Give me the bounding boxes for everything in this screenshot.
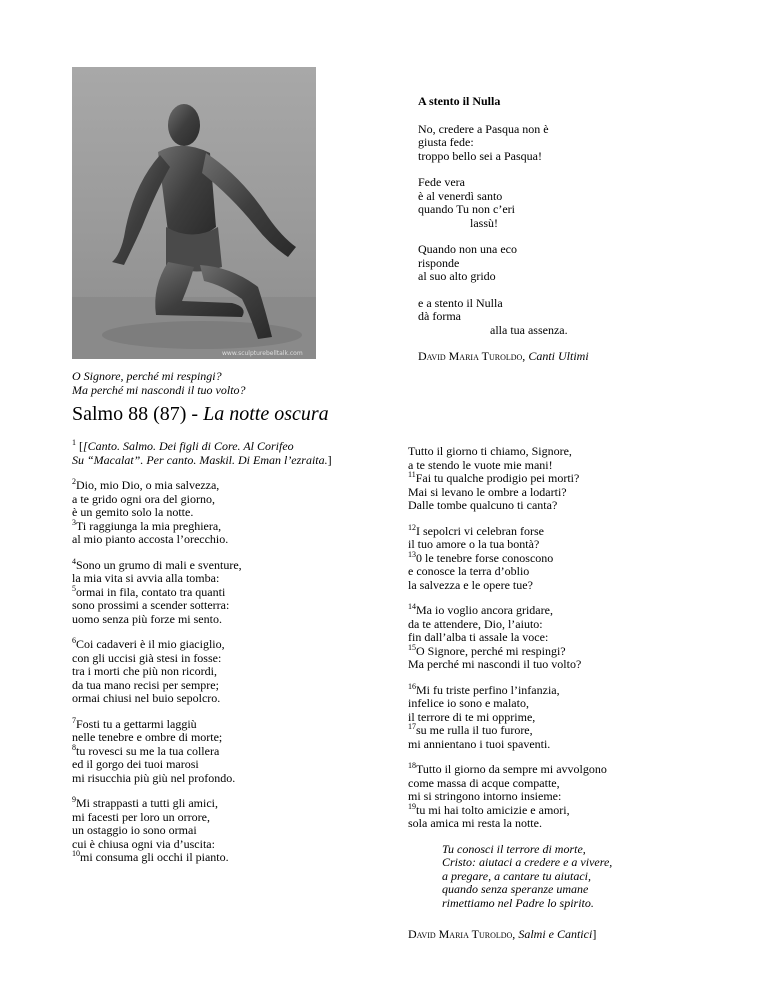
psalm-verse: [72, 638, 372, 706]
verse-text: cui è chiusa ogni via d’uscita:: [72, 836, 215, 851]
verse-line: [72, 652, 372, 666]
poem-credit: [418, 350, 589, 364]
intro-line: Su “Macalat”. Per canto. Maskil. Di Eman l’ezraita.: [72, 452, 328, 467]
verse-text: Mi strappasti a tutti gli amici,: [76, 796, 218, 810]
quote-line: Cristo: aiutaci a credere e a vivere,: [442, 855, 613, 869]
verse-text: Ma perché mi nascondi il tuo volto?: [408, 657, 582, 671]
verse-line: [408, 642, 708, 659]
verse-number: 19: [408, 801, 416, 811]
verse-line: [72, 517, 372, 534]
verse-text: ormai chiusi nel buio sepolcro.: [72, 691, 221, 705]
quote-line: quando senza speranze umane: [442, 882, 589, 896]
poem-line: al suo alto grido: [418, 269, 496, 283]
verse-line: [72, 638, 372, 652]
poem-title: A stento il Nulla: [418, 94, 501, 108]
verse-number: 16: [408, 681, 416, 691]
verse-number: 18: [408, 761, 416, 770]
verse-line: [72, 599, 372, 613]
quote-line: Tu conosci il terrore di morte,: [442, 841, 586, 856]
poem-stanza: [418, 243, 568, 284]
verse-text: mi facesti per loro un orrore,: [72, 809, 210, 824]
verse-line: [72, 731, 372, 745]
verse-line: [408, 459, 708, 473]
verse-line: [408, 681, 708, 698]
verse-line: [408, 565, 708, 579]
verse-line: [408, 522, 708, 539]
photo-caption: [72, 370, 246, 397]
verse-number: 2: [72, 477, 76, 486]
verse-line: [408, 697, 708, 711]
verse-line: [408, 817, 708, 831]
verse-text: il tuo amore o la tua bontà?: [408, 537, 540, 551]
sculpture-photo: [72, 67, 316, 359]
verse-text: e conosce la terra d’oblio: [408, 564, 530, 578]
verse-text: 0 le tenebre forse conoscono: [416, 550, 554, 565]
poem-line: e a stento il Nulla: [418, 295, 503, 310]
psalm-heading: [72, 403, 329, 425]
verse-line: [72, 811, 372, 825]
poem-stanza: [418, 123, 568, 164]
verse-text: un ostaggio io sono ormai: [72, 823, 197, 837]
verse-text: Ma io voglio ancora gridare,: [416, 603, 553, 617]
verse-number: 10: [72, 849, 80, 858]
verse-number: 5: [72, 583, 76, 593]
poem-stanza: [418, 176, 568, 230]
verse-line: [72, 479, 372, 493]
intro-line: [Canto. Salmo. Dei figli di Core. Al Corifeo: [83, 439, 294, 453]
verse-number: 3: [72, 517, 76, 527]
verse-text: tu mi hai tolto amicizie e amori,: [416, 802, 570, 817]
caption-line: Ma perché mi nascondi il tuo volto?: [72, 382, 246, 397]
verse-text: da tua mano recisi per sempre;: [72, 677, 219, 692]
verse-text: con gli uccisi già stesi in fosse:: [72, 650, 222, 665]
psalm-verse: [72, 715, 372, 786]
verse-text: nelle tenebre e ombre di morte;: [72, 730, 223, 744]
verse-text: Mi fu triste perfino l’infanzia,: [416, 682, 560, 697]
verse-text: sono prossimi a scender sotterra:: [72, 598, 230, 612]
verse-text: O Signore, perché mi respingi?: [416, 643, 566, 658]
verse-number: 6: [72, 636, 76, 645]
verse-text: la mia vita si avvia alla tomba:: [72, 571, 220, 585]
psalm-verse: [72, 797, 372, 865]
verse-line: [72, 772, 372, 786]
psalm-credit-bracket: ]: [592, 927, 597, 941]
verse-line: [72, 533, 372, 547]
verse-text: ed il gorgo dei tuoi marosi: [72, 757, 199, 771]
verse-number: 8: [72, 742, 76, 752]
verse-text: Tutto il giorno da sempre mi avvolgono: [416, 762, 607, 776]
verse-line: [72, 493, 372, 507]
verse-text: mi si stringono intorno insieme:: [408, 789, 562, 803]
quote-line: rimettiamo nel Padre lo spirito.: [442, 895, 594, 910]
psalm-heading-main: Salmo 88 (87) -: [72, 403, 204, 425]
verse-line: [408, 711, 708, 725]
verse-text: sola amica mi resta la notte.: [408, 816, 542, 830]
verse-number: 13: [408, 549, 416, 559]
verse-line: [72, 824, 372, 838]
poem-line: quando Tu non c’eri: [418, 202, 515, 216]
verse-line: [408, 445, 708, 459]
verse-text: il terrore di te mi opprime,: [408, 709, 536, 724]
poem-line: dà forma: [418, 309, 461, 323]
poem-line: Quando non una eco: [418, 242, 517, 256]
verse-text: è un gemito solo la notte.: [72, 505, 194, 519]
verse-number: 4: [72, 556, 76, 566]
verse-line: [72, 742, 372, 759]
verse-text: a te grido ogni ora del giorno,: [72, 491, 215, 506]
poem-line: troppo bello sei a Pasqua!: [418, 148, 542, 163]
psalm-right-column: [408, 445, 708, 942]
psalm-credit-source: Salmi e Cantici: [518, 927, 593, 941]
verse-line: [72, 679, 372, 693]
verse-number: 11: [408, 470, 416, 479]
psalm-verse: [408, 681, 708, 752]
verse-line: [72, 556, 372, 573]
verse-text: Ti raggiunga la mia preghiera,: [76, 518, 222, 533]
verse-line: [408, 618, 708, 632]
verse-text: Fosti tu a gettarmi laggiù: [76, 716, 197, 731]
verse-number: 7: [72, 715, 76, 725]
verse-line: [72, 838, 372, 852]
verse-text: tra i morti che più non ricordi,: [72, 664, 217, 678]
verse-line: [408, 763, 708, 777]
verse-text: uomo senza più forze mi sento.: [72, 611, 222, 626]
verse-text: ormai in fila, contato tra quanti: [76, 584, 226, 599]
verse-line: [408, 604, 708, 618]
verse-text: tu rovesci su me la tua collera: [76, 743, 220, 758]
verse-text: Fai tu qualche prodigio pei morti?: [415, 471, 580, 485]
poem-line: risponde: [418, 255, 460, 270]
poem-source: Canti Ultimi: [528, 349, 589, 363]
verse-line: [72, 692, 372, 706]
poem-line: Fede vera: [418, 175, 465, 189]
verse-text: I sepolcri vi celebran forse: [416, 523, 544, 538]
poem-line: No, credere a Pasqua non è: [418, 121, 549, 136]
verse-number: 1: [72, 438, 76, 447]
psalm-verse: [408, 763, 708, 831]
poem-line: alla tua assenza.: [490, 322, 568, 337]
verse-number: 9: [72, 795, 76, 804]
poem-a-stento-il-nulla: [418, 95, 568, 350]
verse-line: [408, 549, 708, 566]
verse-text: mi risucchia più giù nel profondo.: [72, 770, 236, 785]
psalm-heading-subtitle: La notte oscura: [203, 403, 329, 425]
verse-text: fin dall’alba ti assale la voce:: [408, 630, 549, 644]
verse-line: [72, 613, 372, 627]
verse-line: [72, 758, 372, 772]
verse-line: [72, 665, 372, 679]
psalm-verse: [408, 604, 708, 672]
psalm-credit-author: David Maria Turoldo,: [408, 927, 516, 941]
verse-text: da te attendere, Dio, l’aiuto:: [408, 616, 543, 631]
intro-end: ]: [327, 452, 332, 467]
psalm-credit: [408, 928, 708, 942]
caption-line: O Signore, perché mi respingi?: [72, 369, 222, 383]
verse-text: Sono un grumo di mali e sventure,: [76, 557, 242, 572]
verse-line: [408, 631, 708, 645]
verse-line: [72, 506, 372, 520]
verse-text: Dio, mio Dio, o mia salvezza,: [76, 478, 220, 492]
verse-line: [408, 738, 708, 752]
verse-text: come massa di acque compatte,: [408, 775, 560, 790]
psalm-left-column: [72, 440, 372, 877]
verse-line: [408, 538, 708, 552]
poem-stanza: [418, 297, 568, 338]
psalm-verse: [408, 445, 708, 513]
verse-text: Coi cadaveri è il mio giaciglio,: [76, 637, 225, 651]
psalm-verse: [72, 556, 372, 627]
verse-line: [408, 777, 708, 791]
verse-line: [408, 579, 708, 593]
verse-line: [408, 658, 708, 672]
psalm-intro: $^1$ [[Canto. Salmo. Dei figli di Core. Al Corifeo Su “Macalat”. Per canto. Maskil. Di Eman l’ezraita.]: [72, 438, 332, 467]
poem-line: lassù!: [470, 215, 498, 230]
photo-watermark: www.sculpturebelltalk.com: [222, 350, 303, 357]
verse-line: [72, 797, 372, 811]
verse-line: [72, 572, 372, 586]
verse-text: Mai si levano le ombre a lodarti?: [408, 484, 567, 499]
verse-line: [408, 486, 708, 500]
quote-line: a pregare, a cantare tu aiutaci,: [442, 868, 591, 883]
verse-text: la salvezza e le opere tue?: [408, 577, 533, 592]
verse-line: [408, 724, 708, 738]
verse-number: 15: [408, 642, 416, 652]
verse-line: [408, 472, 708, 486]
verse-line: [72, 851, 372, 865]
verse-line: [408, 801, 708, 818]
verse-number: 14: [408, 602, 416, 611]
verse-number: 17: [408, 722, 416, 731]
verse-text: mi consuma gli occhi il pianto.: [80, 850, 229, 864]
verse-text: infelice io sono e malato,: [408, 696, 529, 710]
poem-line: giusta fede:: [418, 135, 474, 149]
psalm-verse: [408, 522, 708, 593]
poem-line: è al venerdì santo: [418, 188, 503, 203]
verse-text: su me rulla il tuo furore,: [416, 723, 533, 737]
verse-line: [72, 583, 372, 600]
poem-author: David Maria Turoldo,: [418, 349, 526, 363]
verse-text: al mio pianto accosta l’orecchio.: [72, 532, 229, 546]
verse-text: mi annientano i tuoi spaventi.: [408, 736, 551, 751]
verse-line: [72, 715, 372, 732]
kneeling-figure-illustration: [72, 67, 316, 359]
verse-text: Tutto il giorno ti chiamo, Signore,: [408, 444, 572, 458]
verse-number: 12: [408, 522, 416, 532]
verse-line: [408, 499, 708, 513]
verse-text: a te stendo le vuote mie mani!: [408, 457, 553, 472]
verse-text: Dalle tombe qualcuno ti canta?: [408, 498, 558, 512]
verse-line: [408, 790, 708, 804]
psalm-verse: [72, 479, 372, 547]
commentary-quote: [442, 843, 708, 911]
